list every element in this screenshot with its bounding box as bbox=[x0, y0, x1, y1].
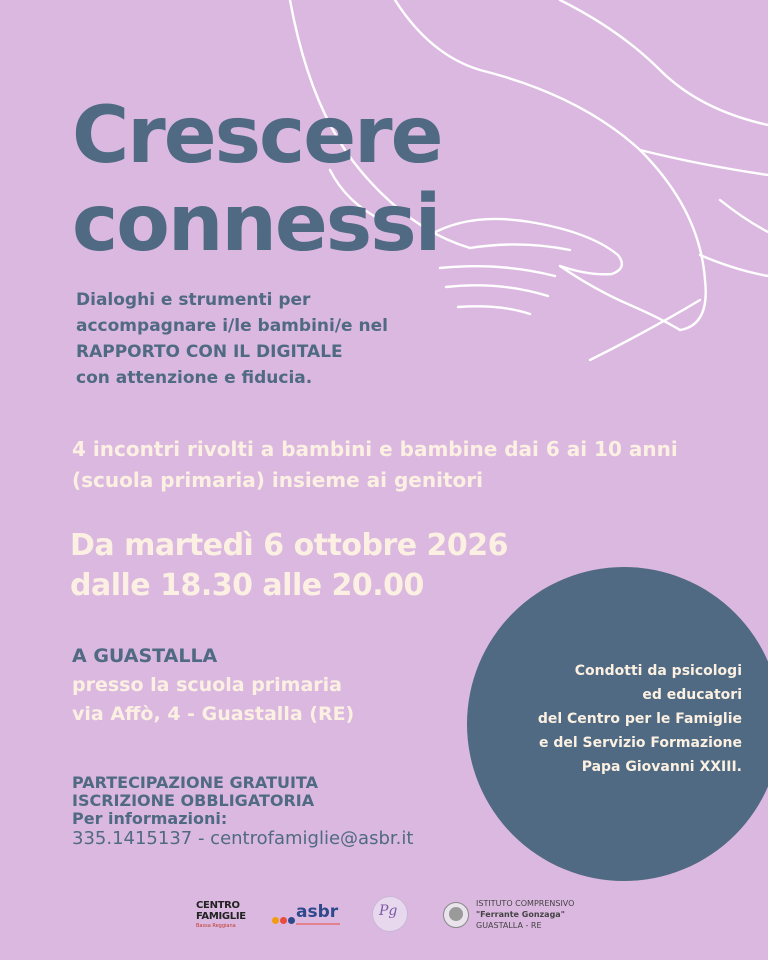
asbr-logo bbox=[272, 902, 342, 932]
subtitle-line-3: RAPPORTO CON IL DIGITALE bbox=[76, 342, 343, 362]
free-participation: PARTECIPAZIONE GRATUITA bbox=[72, 773, 318, 792]
event-title bbox=[72, 92, 442, 268]
date-line-1: Da martedì 6 ottobre 2026 bbox=[70, 528, 509, 563]
papa-giovanni-logo bbox=[372, 896, 408, 932]
location-line-1: presso la scuola primaria bbox=[72, 674, 342, 696]
asbr-dots-icon bbox=[272, 909, 296, 928]
event-subtitle bbox=[76, 287, 496, 391]
date-line-2: dalle 18.30 alle 20.00 bbox=[70, 568, 424, 603]
organizers-line-4: e del Servizio Formazione bbox=[539, 735, 742, 751]
event-location bbox=[72, 642, 452, 729]
centro-famiglie-logo bbox=[196, 900, 246, 930]
cf-logo-sub: Bassa Reggiana bbox=[196, 923, 236, 929]
contact-info[interactable]: 335.1415137 - centrofamiglie@asbr.it bbox=[72, 828, 414, 849]
istituto-line-1: ISTITUTO COMPRENSIVO bbox=[476, 899, 575, 908]
istituto-seal-icon bbox=[443, 902, 469, 928]
title-line-2: connessi bbox=[72, 179, 440, 269]
organizers-line-2: ed educatori bbox=[642, 687, 742, 703]
info-label: Per informazioni: bbox=[72, 809, 228, 828]
subtitle-line-4: con attenzione e fiducia. bbox=[76, 368, 313, 388]
location-title: A GUASTALLA bbox=[72, 645, 218, 667]
organizers-line-3: del Centro per le Famiglie bbox=[537, 711, 742, 727]
intro-line-2: (scuola primaria) insieme ai genitori bbox=[72, 468, 483, 492]
logos-bar bbox=[0, 890, 768, 940]
asbr-logo-underline bbox=[296, 923, 340, 925]
istituto-line-3: GUASTALLA - RE bbox=[476, 921, 542, 930]
registration-info bbox=[72, 774, 492, 848]
pg-logo-mark: Pg bbox=[379, 903, 398, 919]
organizers-text bbox=[482, 659, 742, 779]
mandatory-registration: ISCRIZIONE OBBLIGATORIA bbox=[72, 791, 315, 810]
subtitle-line-2: accompagnare i/le bambini/e nel bbox=[76, 316, 388, 336]
organizers-line-5: Papa Giovanni XXIII. bbox=[581, 759, 742, 775]
event-intro bbox=[72, 434, 752, 496]
organizers-line-1: Condotti da psicologi bbox=[574, 663, 742, 679]
cf-logo-line-1: CENTRO bbox=[196, 900, 240, 911]
istituto-logo-text bbox=[476, 898, 606, 931]
intro-line-1: 4 incontri rivolti a bambini e bambine dai 6 ai 10 anni bbox=[72, 437, 678, 461]
cf-logo-line-2: FAMIGLIE bbox=[196, 911, 246, 922]
title-line-1: Crescere bbox=[72, 91, 442, 181]
asbr-logo-word: asbr bbox=[296, 902, 339, 922]
subtitle-line-1: Dialoghi e strumenti per bbox=[76, 290, 311, 310]
istituto-line-2: "Ferrante Gonzaga" bbox=[476, 910, 565, 919]
location-line-2: via Affò, 4 - Guastalla (RE) bbox=[72, 703, 355, 725]
